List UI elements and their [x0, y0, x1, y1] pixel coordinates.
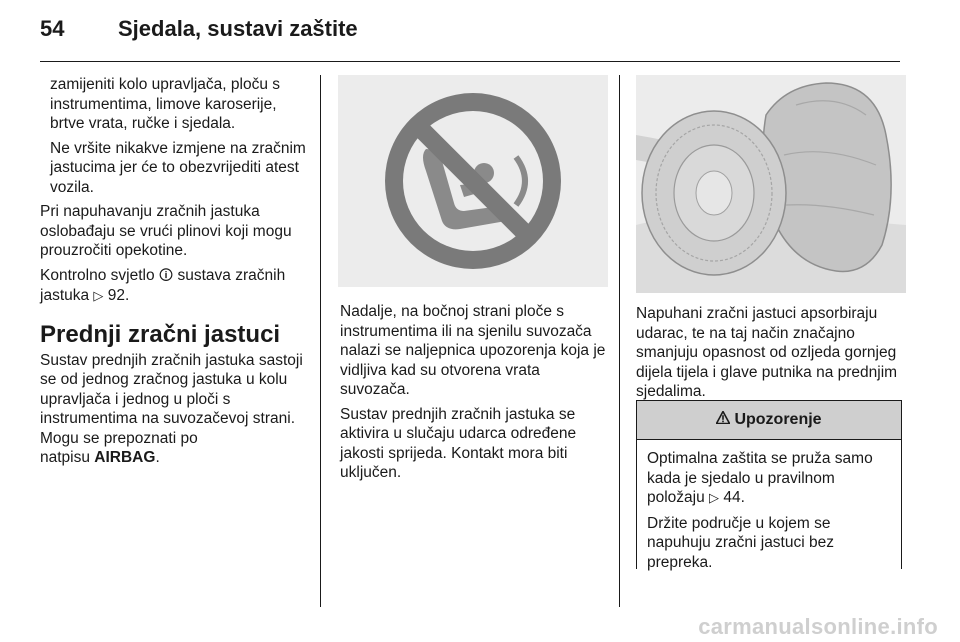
child-seat-prohibition-figure [338, 75, 608, 287]
warning-box [636, 400, 902, 569]
watermark: carmanualsonline.info [698, 614, 938, 639]
paragraph [40, 448, 308, 468]
page-ref[interactable]: 44. [723, 489, 745, 506]
warning-body [637, 440, 901, 572]
warning-triangle-icon [716, 401, 730, 439]
paragraph [647, 449, 891, 509]
paragraph: Držite područje u kojem se napuhuju zračni jastuci bez prepreka. [647, 514, 834, 571]
paragraph: Sustav prednjih zračnih jastuka sastoji se od jednog zračnog jastuka u kolu upravljača i jednog u ploči s instrumentima na suvozačevoj strani. Mogu se prepoznati po [40, 351, 303, 447]
section-title: Prednji zračni jastuci [40, 320, 281, 348]
column-left [40, 75, 308, 473]
text-run: Kontrolno svjetlo [40, 266, 159, 284]
airbag-label: AIRBAG [94, 449, 156, 466]
column-middle [340, 302, 608, 488]
paragraph: Napuhani zračni jastuci apsorbiraju udarac, te na taj način značajno smanjuju opasnost od ozljeda gornjeg dijela tijela i glave putnika na prednjim sjedalima. [636, 305, 898, 400]
column-divider [619, 75, 620, 607]
paragraph: Pri napuhavanju zračnih jastuka oslobađaju se vrući plinovi koji mogu prouzročiti opekotine. [40, 203, 292, 259]
text-run: sustava zračnih jastuka [40, 266, 286, 304]
paragraph [40, 266, 308, 307]
header-rule [40, 61, 900, 62]
column-divider [320, 75, 321, 607]
paragraph: Ne vršite nikakve izmjene na zračnim jastucima jer će to obezvrijediti atest vozila. [50, 139, 306, 196]
running-title: Sjedala, sustavi zaštite [118, 16, 358, 41]
no-rear-facing-child-seat-icon [338, 75, 608, 287]
column-right [636, 304, 906, 407]
page-ref[interactable]: 92. [107, 287, 130, 304]
inflated-airbags-figure [636, 75, 906, 293]
inflated-airbags-illustration [636, 75, 906, 293]
paragraph: Nadalje, na bočnoj strani ploče s instrumentima ili na sjenilu suvozača nalazi se naljepnica upozorenja koja je vidljiva kad su otvorena vrata suvozača. [340, 303, 606, 398]
paragraph: zamijeniti kolo upravljača, ploču s instrumentima, limove karoserije, brtve vrata, ručke i sjedala. [50, 76, 281, 132]
text-run: natpisu [40, 449, 95, 466]
text-run: Optimalna zaštita se pruža samo kada je sjedalo u pravilnom položaju [647, 450, 873, 506]
page-ref-icon: ▷ [93, 289, 104, 304]
page-number: 54 [40, 16, 65, 41]
page-ref-icon: ▷ [709, 491, 720, 506]
page-header [0, 0, 960, 62]
warning-title: Upozorenje [734, 411, 822, 428]
airbag-warning-icon: 🛈 [158, 267, 174, 284]
warning-header [637, 401, 901, 440]
text-run: . [155, 449, 160, 466]
paragraph: Sustav prednjih zračnih jastuka se aktivira u slučaju udarca određene jakosti sprijeda. Kontakt mora biti uključen. [340, 405, 577, 481]
